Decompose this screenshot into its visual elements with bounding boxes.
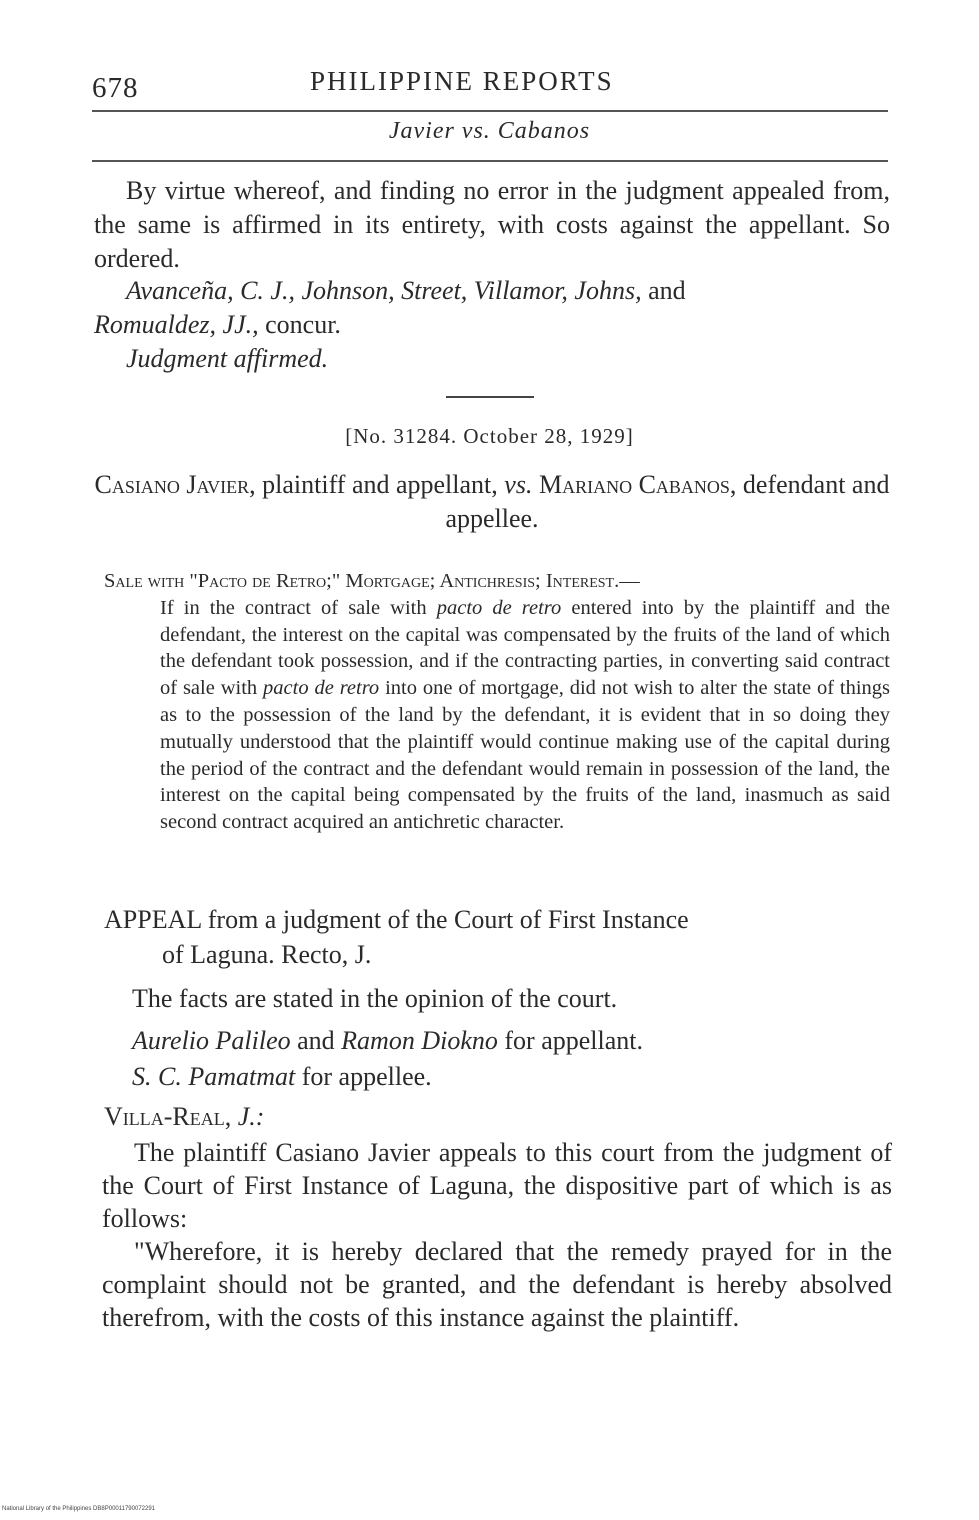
syllabus xyxy=(104,568,890,836)
syllabus-italic-2: pacto de retro xyxy=(263,677,380,700)
page-number: 678 xyxy=(92,72,139,104)
syllabus-part-3: into one of mortgage, did not wish to alter the state of things as to the possession of the land by the defendant, it is evident that in so doing they mutually understood that the plaintiff would continue making use of the capital during the period of the contract and the defendant would remain in possession of the land, the interest on the capital being compensated by the fruits of the land, inasmuch as said second contract acquired an antichretic character. xyxy=(160,677,891,834)
closing-paragraph: By virtue whereof, and finding no error in the judgment appealed from, the same is affirmed in its entirety, with costs against the appellant. So ordered. xyxy=(94,176,890,273)
section-divider xyxy=(446,396,534,398)
syllabus-part-2: entered into by the plaintiff and the defendant, the interest on the capital was compensated by the fruits of the land of which the defendant took possession, and if the contracting parties, in converting said contract of sale with xyxy=(160,596,890,700)
concurring-line xyxy=(94,274,890,342)
author-name: Villa-Real, xyxy=(104,1102,232,1131)
plaintiff-name: Casiano Javier, xyxy=(94,470,256,499)
appeal-statement xyxy=(104,902,890,972)
plaintiff-role: plaintiff and appellant, xyxy=(262,470,498,499)
running-title: PHILIPPINE REPORTS xyxy=(310,66,614,96)
concurring-justices: Avanceña, C. J., Johnson, Street, Villamor, Johns, xyxy=(126,276,642,305)
counsel-appellant xyxy=(132,1026,643,1056)
counsel-1-role: for appellant. xyxy=(504,1026,643,1055)
concurring-last-name: Romualdez, JJ., xyxy=(94,310,259,339)
counsel-2-role: for appellee. xyxy=(301,1062,432,1091)
counsel-and: and xyxy=(297,1026,335,1055)
counsel-1b: Ramon Diokno xyxy=(341,1026,498,1055)
opinion-author xyxy=(104,1102,264,1132)
header-rule-bottom xyxy=(92,160,888,162)
case-title: Javier vs. Cabanos xyxy=(388,118,591,144)
counsel-1a: Aurelio Palileo xyxy=(132,1026,291,1055)
opinion-paragraph-1: The plaintiff Casiano Javier appeals to this court from the judgment of the Court of First Instance of Laguna, the dispositive part of which is as follows: xyxy=(102,1138,892,1233)
prior-case-closing xyxy=(94,174,890,276)
concurring-last xyxy=(94,308,890,342)
defendant-role: defendant and appellee. xyxy=(445,470,890,533)
page-header xyxy=(90,62,890,102)
syllabus-body xyxy=(104,595,890,836)
syllabus-italic-1: pacto de retro xyxy=(436,596,562,619)
header-rule-top xyxy=(92,110,888,112)
opinion-body xyxy=(102,1136,892,1334)
opinion-paragraph-2: "Wherefore, it is hereby declared that the remedy prayed for in the complaint should not be granted, and the defendant is hereby absolved therefrom, with the costs of this instance against the plaintiff. xyxy=(102,1237,892,1332)
appeal-line-2: of Laguna. Recto, J. xyxy=(162,940,372,969)
counsel-2-name: S. C. Pamatmat xyxy=(132,1062,296,1091)
concur-word: concur. xyxy=(265,310,341,339)
syllabus-part-1: If in the contract of sale with xyxy=(160,596,427,619)
facts-statement: The facts are stated in the opinion of the court. xyxy=(132,984,618,1013)
counsel-appellee xyxy=(132,1062,432,1092)
versus: vs. xyxy=(504,470,533,499)
library-watermark: National Library of the Philippines DB8P00011790072291 xyxy=(2,1506,155,1512)
judgment-disposition: Judgment affirmed. xyxy=(126,344,329,373)
syllabus-heading: Sale with "Pacto de Retro;" Mortgage; Antichresis; Interest.— xyxy=(104,570,640,592)
defendant-name: Mariano Cabanos, xyxy=(538,470,737,499)
docket-line: [No. 31284. October 28, 1929] xyxy=(345,424,634,448)
author-title: J.: xyxy=(237,1102,265,1131)
appeal-line-1: APPEAL from a judgment of the Court of First Instance xyxy=(104,905,689,934)
case-parties xyxy=(94,468,890,536)
concurring-and: and xyxy=(648,276,686,305)
